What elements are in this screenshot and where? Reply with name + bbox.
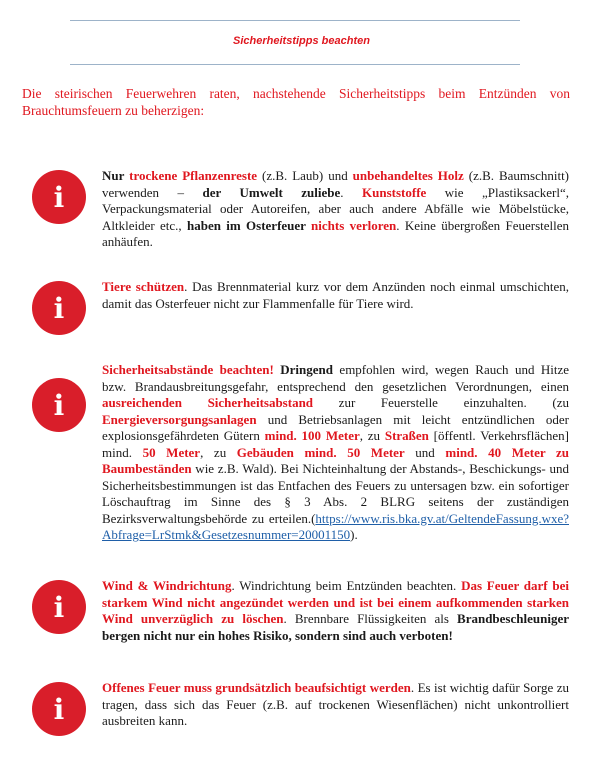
- highlight-text: 50 Meter: [142, 444, 201, 460]
- body-text: , zu: [200, 444, 237, 460]
- page-title: Sicherheitstipps beachten: [233, 35, 370, 47]
- info-icon: i: [32, 170, 86, 224]
- tip-text: [102, 680, 569, 730]
- body-text: (z.B. Laub) und: [257, 168, 353, 183]
- bold-text: der Umwelt zuliebe: [202, 184, 341, 200]
- body-text: . Windrichtung beim Entzünden beachten.: [231, 578, 462, 593]
- highlight-text: Straßen: [384, 428, 429, 443]
- highlight-text: Kunststoffe: [362, 184, 427, 200]
- tip-item-dry-material: [32, 168, 572, 251]
- highlight-text: Wind & Windrichtung: [102, 578, 232, 593]
- body-text: wie „Plastiksackerl“, Verpackungsmaterial oder Autoreifen, aber auch andere Abfälle wie Möbelstücke, Altkleider etc.,: [102, 184, 570, 233]
- body-text: ).: [350, 527, 358, 542]
- highlight-text: ausreichenden Sicherheitsabstand: [102, 395, 314, 410]
- body-text: . Das Brennmaterial kurz vor dem Anzünden noch einmal umschichten, damit das Osterfeuer nicht zur Flammenfalle für Tiere wird.: [102, 279, 569, 311]
- reference-link[interactable]: https://www.ris.bka.gv.at/GeltendeFassung.wxe?Abfrage=LrStmk&Gesetzesnummer=20001150: [102, 510, 569, 542]
- header-top-rule: [70, 20, 520, 21]
- body-text: . Keine übergroßen Feuerstellen anhäufen.: [102, 217, 570, 249]
- info-icon: i: [32, 580, 86, 634]
- highlight-text: Offenes Feuer muss grundsätzlich beaufsichtigt werden: [102, 680, 411, 695]
- body-text: und Betriebsanlagen mit leicht entzündlichen oder explosionsgefährdeten Gütern: [102, 411, 569, 443]
- highlight-text: Energieversorgungsanlagen: [102, 411, 257, 427]
- bold-text: Nur: [102, 168, 130, 183]
- body-text: . Es ist wichtig dafür Sorge zu tragen, dass sich das Feuer (z.B. auf trockenen Wiesenflächen) nicht unkontrolliert ausbreiten kann.: [102, 680, 569, 728]
- body-text: . Brennbare Flüssigkeiten als: [283, 611, 458, 626]
- header-bottom-rule: [70, 64, 520, 65]
- highlight-text: trockene Pflanzenreste: [129, 168, 258, 183]
- body-text: (z.B. Baumschnitt) verwenden –: [102, 168, 570, 200]
- body-text: [öffentl. Verkehrsflächen] mind.: [102, 428, 570, 460]
- tip-item-wind: [32, 578, 572, 644]
- tip-text: [102, 168, 569, 251]
- tip-item-supervision: [32, 680, 572, 736]
- highlight-text: unbehandeltes Holz: [352, 168, 464, 183]
- info-icon: i: [32, 378, 86, 432]
- body-text: wie z.B. Wald). Bei Nichteinhaltung der Abstands-, Beschickungs- und Sicherheitsbestimmungen ist das Entfachen des Feuers zu untersagen bzw. ein sofortiger Löschauftrag im Sinne des § 3 Abs. 2 BLRG seitens der zuständigen Bezirksverwaltungsbehörde zu erteilen.(: [102, 461, 569, 526]
- tip-item-safety-distances: [32, 362, 572, 544]
- info-icon: i: [32, 682, 86, 736]
- highlight-text: Gebäuden mind. 50 Meter: [236, 444, 405, 460]
- highlight-text: Das Feuer darf bei starkem Wind nicht angezündet werden und ist bei einem aufkommenden starken Wind unverzüglich zu löschen: [102, 578, 569, 626]
- body-text: empfohlen wird, wegen Rauch und Hitze bzw. Brandausbreitungsgefahr, entsprechend den gesetzlichen Verordnungen, einen: [102, 362, 570, 394]
- highlight-text: mind. 40 Meter zu Baumbeständen: [102, 444, 569, 476]
- intro-paragraph: Die steirischen Feuerwehren raten, nachstehende Sicherheitstipps beim Entzünden von Brauchtumsfeuern zu beherzigen:: [22, 86, 570, 118]
- highlight-text: nichts verloren: [311, 217, 397, 233]
- info-icon: i: [32, 281, 86, 335]
- body-text: und: [404, 444, 446, 460]
- tip-item-protect-animals: [32, 279, 572, 335]
- body-text: , zu: [359, 428, 385, 443]
- bold-text: haben im Osterfeuer: [187, 217, 312, 233]
- highlight-text: Tiere schützen: [102, 279, 185, 294]
- body-text: .: [340, 184, 363, 200]
- bold-text: Brandbeschleuniger bergen nicht nur ein hohes Risiko, sondern sind auch verboten!: [102, 611, 569, 643]
- highlight-text: mind. 100 Meter: [264, 428, 360, 443]
- bold-text: Dringend: [280, 362, 333, 377]
- tip-text: [102, 279, 569, 312]
- highlight-text: Sicherheitsabstände beachten!: [102, 362, 274, 377]
- body-text: zur Feuerstelle einzuhalten. (zu: [313, 395, 569, 410]
- tip-text: [102, 362, 569, 544]
- tip-text: [102, 578, 569, 644]
